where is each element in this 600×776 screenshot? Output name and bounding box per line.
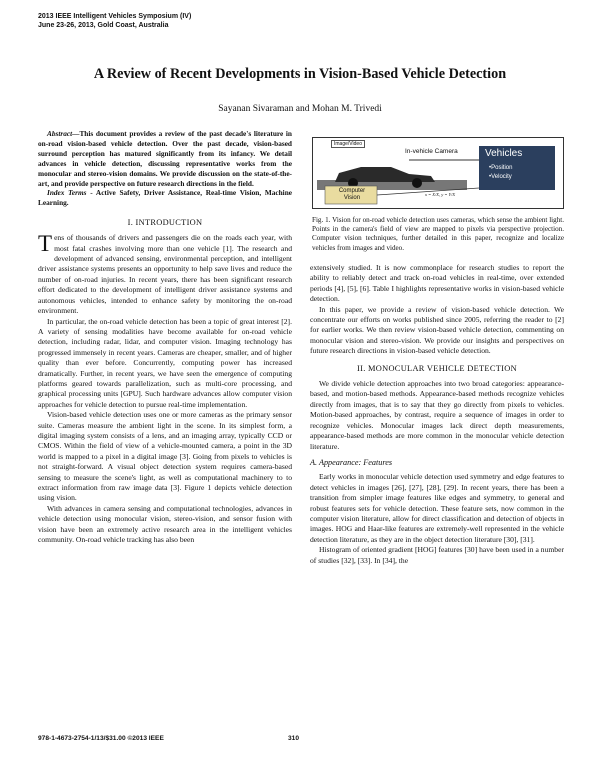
intro-paragraph-1: ens of thousands of drivers and passengers die on the roads each year, with most fatal crashes involving more than one vehicle [1]. The research and development of advanced sensing, environmental perception, and intelligent driver assistance systems presents an opportunity to help save lives and reduce the number of on-road injuries. In recent years, there has been significant research effort dedicated to the development of intelligent driver assistance systems and autonomous vehicles, intended to enhance safety by monitoring the on-road environment. — [38, 233, 292, 316]
abstract-label: Abstract — [47, 129, 73, 138]
in-vehicle-camera-label: In-vehicle Camera — [405, 148, 458, 155]
figure-1-caption: Fig. 1. Vision for on-road vehicle detection uses cameras, which sense the ambient light. Points in the camera's field of view are mapped to pixels via perspective projection. Computer vision techniques, further detailed in this paper, recognize and localize vehicles from images and video. — [312, 216, 564, 252]
intro-paragraph-2: In particular, the on-road vehicle detection has been a topic of great interest [2]. A variety of sensing modalities have become available for on-road vehicle detection, including radar, lidar, and computer vision. Imaging technology has progressed immensely in recent years. Cameras are cheaper, smaller, and of higher quality than ever before. Concurrently, computing power has increased dramatically. Further, in recent years, we have seen the emergence of computing platforms geared towards parallelization, such as multi-core processing, and graphical processing units [GPU]. Such hardware advances allow computer vision approaches for vehicle detection to pursue real-time implementation. — [38, 316, 292, 409]
velocity-label: •Velocity — [489, 174, 512, 180]
section-heading-monocular: II. MONOCULAR VEHICLE DETECTION — [357, 363, 517, 373]
computer-vision-label: Computer Vision — [338, 188, 366, 201]
intro-paragraph-4: With advances in camera sensing and computational technologies, advances in vehicle detection using monocular vision, stereo-vision, and sensor fusion with vision have been an extremely active research area in the intelligent vehicles community. On-road vehicle tracking has also been — [38, 503, 292, 545]
figure-1 — [312, 137, 564, 209]
conference-header — [38, 12, 191, 30]
drop-cap: T — [38, 231, 53, 257]
introduction-body — [38, 233, 292, 545]
right-column — [310, 263, 564, 566]
col2-paragraph-3: We divide vehicle detection approaches into two broad categories: appearance-based, and motion-based methods. Appearance-based methods recognize vehicles directly from images, that is to say that they go directly from pixels to vehicles. Motion-based approaches, by contrast, require a sequence of images in order to recognize vehicles. Monocular images lack direct depth measurements, appearance-based methods are more common in the monocular vehicle detection literature. — [310, 379, 564, 451]
col2-paragraph-1: extensively studied. It is now commonplace for research studies to report the ability to reliably detect and track on-road vehicles in real-time, over extended periods [4], [5], [6]. Table I highlights representative works in vision-based vehicle detection. — [310, 263, 564, 304]
section-heading-introduction: I. INTRODUCTION — [127, 218, 203, 228]
intro-paragraph-3: Vision-based vehicle detection uses one or more cameras as the primary sensor suite. Cameras measure the ambient light in the scene. In its simplest form, a digital imaging system consists of a lens, and an imaging array, typically CCD or CMOS. Within the field of view of a vehicle-mounted camera, a point in the 3D world is mapped to a pixel in a digital image [3]. Going from pixels to vehicles is not straight-forward. A visual object detection system requires camera-based sensing to measure the scene's light, as well as computational machinery to to extract information from raw image data [3]. Figure 1 depicts vehicle detection using vision. — [38, 410, 292, 503]
index-terms-label: Index Terms — [47, 188, 87, 198]
car-wheel-rear — [412, 178, 422, 188]
conference-name: 2013 IEEE Intelligent Vehicles Symposium (IV) — [38, 13, 192, 20]
index-terms-text: - Active Safety, Driver Assistance, Real-time Vision, Machine Learning. — [38, 188, 292, 208]
abstract-text: —This document provides a review of the past decade's literature in on-road vision-based vehicle detection. Over the past decade, vision-based surround perception has matured significantly from its infancy. We detail advances in vehicle detection, discussing representative works from the monocular and stereo-vision domains. We provide discussion on the state-of-the-art, and provide perspective on future research directions in the field. — [38, 129, 292, 188]
image-video-label: Image/Video — [331, 140, 365, 148]
subsection-heading-features: A. Appearance: Features — [310, 457, 393, 467]
col2-paragraph-4: Early works in monocular vehicle detection used symmetry and edge features to detect vehicles in images [26], [27], [28], [29]. In recent years, there has been a transition from simpler image features like edges and symmetry, to general and robust features sets for vehicle detection. These feature sets, now common in the computer vision literature, allow for direct classification and detection of objects in images. HOG and Haar-like features are extremely-well represented in the vehicle detection literature, as they are in the object detection literature [30], [31]. — [310, 472, 564, 544]
col2-paragraph-5: Histogram of oriented gradient [HOG] features [30] have been used in a number of studies [32], [33]. In [34], the — [310, 545, 564, 565]
position-label: •Position — [489, 165, 513, 171]
abstract — [38, 129, 292, 208]
left-column — [38, 129, 292, 545]
page-number: 310 — [288, 735, 300, 742]
paper-title: A Review of Recent Developments in Vision-Based Vehicle Detection — [93, 66, 507, 82]
col2-paragraph-2: In this paper, we provide a review of vision-based vehicle detection. We concentrate our efforts on works published since 2005, referring the reader to [2] for earlier works. We then review vision-based vehicle detection, commenting on monocular vision and stereo-vision. We provide our insights and perspectives on future research directions in vision-based vehicle detection. — [310, 304, 564, 356]
projection-formula: x = X/X, y = Y/X — [425, 192, 456, 197]
conference-dates: June 23-26, 2013, Gold Coast, Australia — [38, 22, 169, 29]
vehicles-label: Vehicles — [485, 148, 523, 159]
footer-copyright: 978-1-4673-2754-1/13/$31.00 ©2013 IEEE — [38, 735, 164, 742]
paper-authors: Sayanan Sivaraman and Mohan M. Trivedi — [218, 104, 382, 114]
